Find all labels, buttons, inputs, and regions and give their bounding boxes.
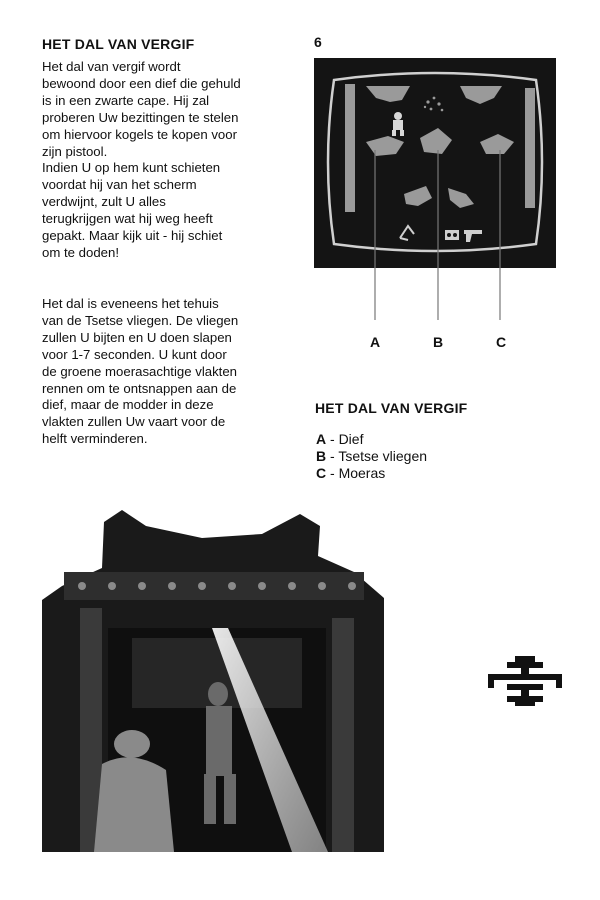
section-title: HET DAL VAN VERGIF <box>42 36 195 52</box>
callout-a: A <box>370 334 381 350</box>
callout-b: B <box>433 334 444 350</box>
intro-paragraph: Het dal van vergif wordt bewoond door een dief die gehuld is in een zwarte cape. Hij zal proberen Uw bezittingen te stelen om hiervoor kogels te kopen voor zijn pistool. Indien U op hem kunt schieten voordat hij van het scherm verdwijnt, zult U alles terugkrijgen wat hij weg heeft gepakt. Maar kijk uit - hij schiet om te doden! <box>42 59 241 260</box>
callout-lines <box>300 140 560 340</box>
legend-key: B <box>316 448 327 464</box>
figure-legend <box>316 431 427 482</box>
tsetse-paragraph: Het dal is eveneens het tehuis van de Tsetse vliegen. De vliegen zullen U bijten en U doen slapen voor 1-7 seconden. U kunt door de groene moerasachtige vlakten rennen om te ontsnappen aan de dief, maar de modder in deze vlakten zullen Uw vaart voor de helft verminderen. <box>42 296 239 447</box>
legend-item <box>316 448 427 465</box>
legend-text: - Moeras <box>326 465 386 481</box>
shrine-photo-graphic <box>42 508 384 852</box>
legend-item <box>316 431 427 448</box>
figure-caption-title: HET DAL VAN VERGIF <box>315 400 468 416</box>
emblem-logo <box>488 656 562 706</box>
callout-c: C <box>496 334 507 350</box>
legend-item <box>316 465 427 482</box>
legend-key: A <box>316 431 327 447</box>
legend-text: - Dief <box>326 431 364 447</box>
page-number: 6 <box>314 34 322 50</box>
legend-text: - Tsetse vliegen <box>326 448 428 464</box>
shrine-photo <box>42 508 384 852</box>
legend-key: C <box>316 465 327 481</box>
emblem-icon <box>488 656 562 706</box>
